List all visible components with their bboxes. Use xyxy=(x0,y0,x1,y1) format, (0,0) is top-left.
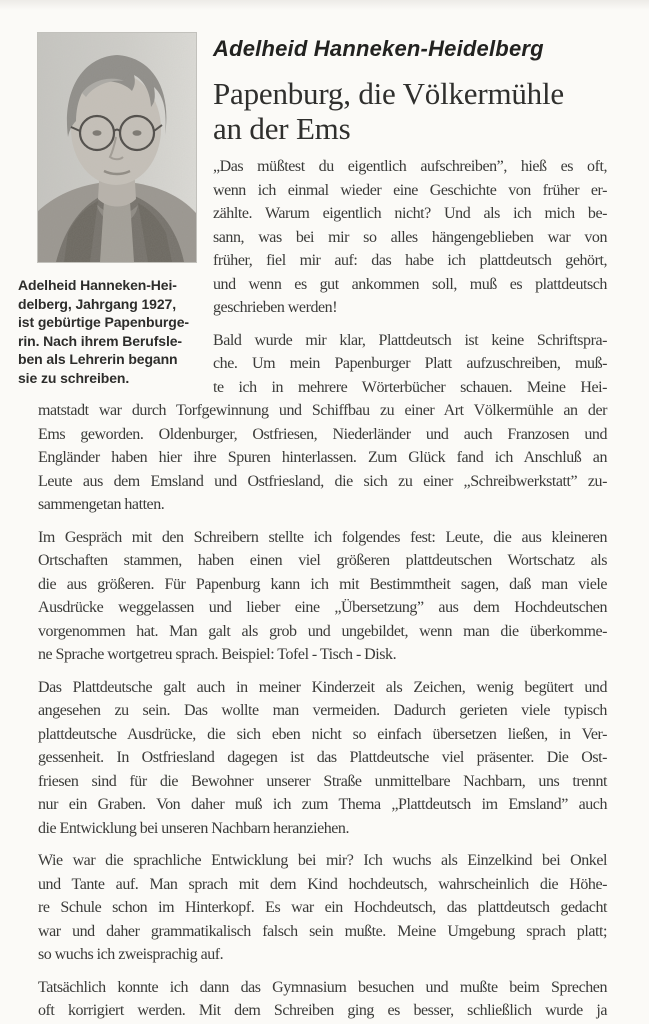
text-line: Leute aus dem Emsland und Ostfriesland, die sich zu einer „Schreibwerkstatt” zu- xyxy=(38,472,607,490)
text-line: te ich in mehrere Wörterbücher schauen. Meine Hei- xyxy=(213,378,607,396)
text-line: Tatsächlich konnte ich dann das Gymnasium besuchen und mußte beim Sprechen xyxy=(38,978,607,996)
text-line: Wie war die sprachliche Entwicklung bei mir? Ich wuchs als Einzelkind bei Onkel xyxy=(38,852,607,869)
text-line: so wuchs ich zweisprachig auf. xyxy=(38,946,224,963)
paragraph-5 xyxy=(38,849,607,967)
text-line: Ausdrücke weggelassen und lieber eine „Übersetzung” aus dem Hochdeutschen xyxy=(38,599,607,616)
text-line: zählte. Warum eigentlich nicht? Und als ich mich be- xyxy=(213,205,607,222)
text-line: wenn ich einmal wieder eine Geschichte von früher er- xyxy=(213,181,607,199)
text-line: angesehen zu sein. Das wollte man vermeiden. Dadurch gerieten viele typisch xyxy=(38,702,607,719)
text-line: re Schule schon im Hinterkopf. Es war ein Hochdeutsch, das plattdeutsch gedacht xyxy=(38,899,607,916)
text-line: sie zu schreiben. xyxy=(18,369,130,386)
text-line: oft korrigiert werden. Mit dem Schreiben ging es besser, schließlich wurde ja xyxy=(38,1002,607,1019)
text-line: gessenheit. In Ostfriesland dagegen ist das Plattdeutsche viel präsenter. Die Ost- xyxy=(38,749,607,766)
text-line: Adelheid Hanneken-Hei- xyxy=(18,277,177,293)
text-line: rin. Nach ihrem Berufsle- xyxy=(18,332,182,349)
text-line: sann, was bei mir so alles hängengeblieben war von xyxy=(213,228,607,246)
paragraph-4 xyxy=(38,676,607,841)
text-line: Ems geworden. Oldenburger, Ostfriesen, Niederländer und auch Franzosen und xyxy=(38,425,607,443)
text-line: ne Sprache wortgetreu sprach. Beispiel: Tofel - Tisch - Disk. xyxy=(38,646,397,663)
text-line: Im Gespräch mit den Schreibern stellte ich folgendes fest: Leute, die aus kleineren xyxy=(38,528,607,546)
portrait-photo xyxy=(38,33,196,262)
text-line: Bald wurde mir klar, Plattdeutsch ist keine Schriftspra- xyxy=(213,331,607,349)
text-line: vorgenommen hat. Man galt als grob und ungebildet, wenn man die überkomme- xyxy=(38,622,607,640)
text-line: matstadt war durch Torfgewinnung und Schiffbau zu einer Art Völkermühle an der xyxy=(38,402,607,419)
text-line: die Entwicklung bei unseren Nachbarn heranziehen. xyxy=(38,819,350,837)
text-line: Ortschaften stammen, haben einen viel größeren plattdeutschen Wortschatz als xyxy=(38,552,607,569)
text-line: und wenn es gut ankommen soll, muß es plattdeutsch xyxy=(213,275,607,293)
text-line: plattdeutsche Ausdrücke, die sich eben nicht so einfach übersetzen ließen, in Ver- xyxy=(38,725,607,743)
text-line: friesen sind für die Bewohner unserer Straße unmittelbare Nachbarn, uns trennt xyxy=(38,772,607,790)
text-line: sammengetan hatten. xyxy=(38,496,165,513)
text-line: ben als Lehrerin begann xyxy=(18,351,178,367)
paragraph-3 xyxy=(38,526,607,667)
text-line: die aus größeren. Für Papenburg kann ich mit Bestimmtheit sagen, daß man viele xyxy=(38,575,607,593)
author-name: Adelheid Hanneken-Heidelberg xyxy=(213,36,544,61)
text-line: delberg, Jahrgang 1927, xyxy=(18,295,176,312)
text-line: nur ein Graben. Von daher muß ich zum Thema „Plattdeutsch im Emsland” auch xyxy=(38,796,607,813)
text-line: ist gebürtige Papenburge- xyxy=(18,314,189,330)
text-line: geschrieben werden! xyxy=(213,299,338,316)
text-line: Das Plattdeutsche galt auch in meiner Kinderzeit als Zeichen, wenig begütert und xyxy=(38,678,607,696)
text-line: war und daher grammatikalisch falsch sein mußte. Meine Umgebung sprach platt; xyxy=(38,922,607,940)
text-line: Engländer haben hier ihre Spuren hinterlassen. Zum Glück fand ich Anschluß an xyxy=(38,449,607,466)
paragraph-6-truncated xyxy=(38,976,607,1023)
text-line: an der Ems xyxy=(213,111,351,146)
photo-caption xyxy=(18,276,214,387)
text-line: und Tante auf. Man sprach mit dem Kind hochdeutsch, wahrscheinlich die Höhe- xyxy=(38,875,607,893)
text-line: „Das müßtest du eigentlich aufschreiben”, hieß es oft, xyxy=(213,158,607,175)
text-line: früher, fiel mir auf: das habe ich plattdeutsch gehört, xyxy=(213,252,607,269)
photo-and-caption-block xyxy=(18,33,198,393)
text-line: Papenburg, die Völkermühle xyxy=(213,76,564,111)
text-line: che. Um mein Papenburger Platt aufzuschreiben, muß- xyxy=(213,355,607,372)
